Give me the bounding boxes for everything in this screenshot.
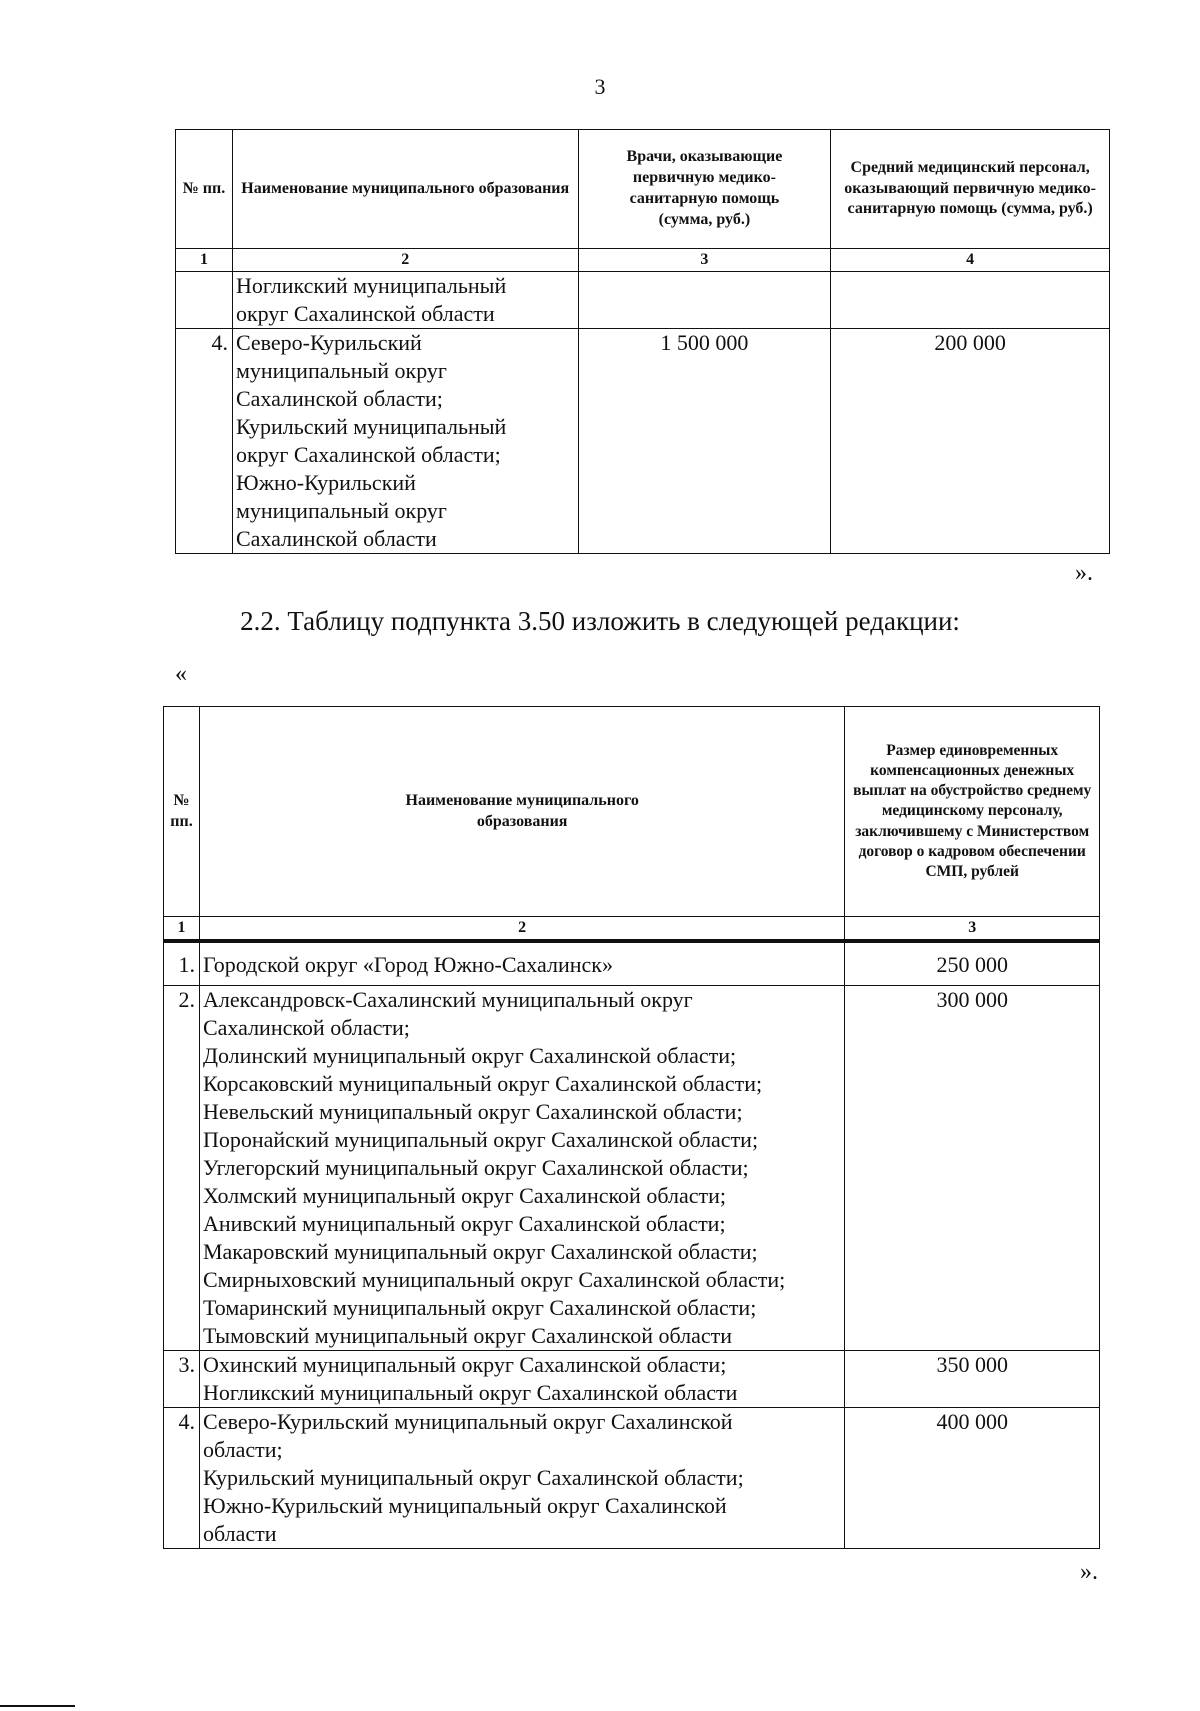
compensation-amount: 250 000 [845,942,1100,986]
municipality-name: Невельский муниципальный округ Сахалинской области; [202,1099,743,1124]
instruction-text: 2.2. Таблицу подпункта 3.50 изложить в следующей редакции: [240,606,960,636]
footer-rule [0,1705,75,1707]
municipality-name: Макаровский муниципальный округ Сахалинской области; [202,1239,758,1264]
municipality-cell [199,942,844,986]
row-number [176,272,233,329]
header-number: № пп. [164,707,200,917]
row-number: 2. [164,986,200,1351]
column-number-row [176,249,1110,272]
municipality-name: Курильский муниципальный округ Сахалинской области; [202,1465,744,1490]
header-municipality: Наименование муниципального образования [232,130,578,249]
table-row [176,329,1110,554]
municipality-name: Городской округ «Город Южно-Сахалинск» [202,952,613,977]
municipality-name: Томаринский муниципальный округ Сахалинской области; [202,1295,757,1320]
closing-quote: ». [1080,1559,1098,1585]
municipality-name: муниципальный округ [235,358,447,383]
municipality-name: Долинский муниципальный округ Сахалинской области; [202,1043,737,1068]
municipality-name: Сахалинской области; [235,386,443,411]
table-row [164,1408,1100,1549]
municipality-name: Охинский муниципальный округ Сахалинской области; [202,1352,727,1377]
col-number: 2 [232,249,578,272]
nurses-amount [831,272,1110,329]
municipality-name: Анивский муниципальный округ Сахалинской области; [202,1211,726,1236]
doctors-payments-table [175,129,1110,554]
municipality-name: Корсаковский муниципальный округ Сахалинской области; [202,1071,763,1096]
col-number: 1 [164,917,200,940]
table-row [164,986,1100,1351]
col-number: 3 [578,249,831,272]
municipality-name: Северо-Курильский [235,330,422,355]
table-row [164,1351,1100,1408]
compensation-amount: 350 000 [845,1351,1100,1408]
header-municipality: Наименование муниципального образования [199,707,844,917]
header-doctors: Врачи, оказывающие первичную медико-санитарную помощь (сумма, руб.) [578,130,831,249]
col-number: 3 [845,917,1100,940]
header-nurses: Средний медицинский персонал, оказывающий первичную медико-санитарную помощь (сумма, руб.) [831,130,1110,249]
municipality-name: области [202,1521,277,1546]
header-number: № пп. [176,130,233,249]
municipality-name: Александровск-Сахалинский муниципальный округ [202,987,693,1012]
table-row [176,272,1110,329]
municipality-name: Поронайский муниципальный округ Сахалинской области; [202,1127,759,1152]
municipality-name: округ Сахалинской области [235,301,495,326]
municipality-name: Южно-Курильский [235,470,416,495]
municipality-name: Южно-Курильский муниципальный округ Сахалинской [202,1493,727,1518]
municipality-name: Ногликский муниципальный [235,273,507,298]
municipality-name: Сахалинской области; [202,1015,410,1040]
municipality-name: округ Сахалинской области; [235,442,501,467]
closing-quote: ». [1075,560,1093,586]
nurse-compensation-table [163,706,1100,1549]
row-number: 4. [164,1408,200,1549]
table-row [164,942,1100,986]
nurses-amount: 200 000 [831,329,1110,554]
municipality-name: Холмский муниципальный округ Сахалинской области; [202,1183,726,1208]
municipality-name: Смирныховский муниципальный округ Сахалинской области; [202,1267,786,1292]
doctors-amount: 1 500 000 [578,329,831,554]
municipality-cell [199,1408,844,1549]
municipality-name: области; [202,1437,283,1462]
municipality-name: Сахалинской области [235,526,437,551]
table-header-row [164,707,1100,917]
col-number: 4 [831,249,1110,272]
col-number: 2 [199,917,844,940]
compensation-amount: 300 000 [845,986,1100,1351]
doctors-amount [578,272,831,329]
col-number: 1 [176,249,233,272]
header-amount: Размер единовременных компенсационных денежных выплат на обустройство среднему медицинскому персоналу, заключившему с Министерством договор о кадровом обеспечении СМП, рублей [845,707,1100,917]
row-number: 1. [164,942,200,986]
column-number-row [164,917,1100,940]
table-header-row [176,130,1110,249]
municipality-cell [232,329,578,554]
opening-quote: « [175,661,187,687]
page-number: 3 [594,74,606,99]
municipality-cell [199,1351,844,1408]
municipality-name: Углегорский муниципальный округ Сахалинской области; [202,1155,749,1180]
municipality-name: Курильский муниципальный [235,414,507,439]
compensation-amount: 400 000 [845,1408,1100,1549]
municipality-cell [199,986,844,1351]
municipality-cell [232,272,578,329]
municipality-name: Северо-Курильский муниципальный округ Сахалинской [202,1409,733,1434]
row-number: 4. [176,329,233,554]
row-number: 3. [164,1351,200,1408]
municipality-name: Тымовский муниципальный округ Сахалинской области [202,1323,733,1348]
municipality-name: Ногликский муниципальный округ Сахалинской области [202,1380,738,1405]
municipality-name: муниципальный округ [235,498,447,523]
